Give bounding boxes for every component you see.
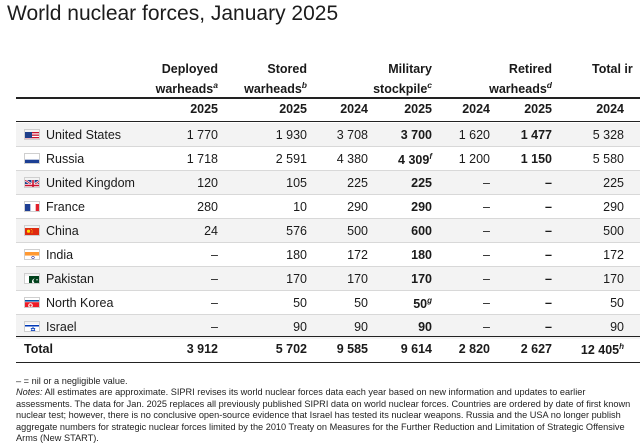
table-cell [298,200,368,214]
table-cell [148,248,218,262]
table-row [16,123,640,147]
cell-value: 290 [411,200,432,214]
cell-value: 170 [286,272,307,286]
cell-value: 172 [603,248,624,262]
table-cell [482,176,552,190]
table-cell [298,272,368,286]
country-name: France [46,200,85,214]
cell-value: 576 [286,224,307,238]
north-korea-flag-icon [24,297,40,308]
table-cell [482,272,552,286]
table-cell [482,224,552,238]
cell-value: 50 [610,296,624,310]
cell-value: 170 [603,272,624,286]
israel-flag-icon [24,321,40,332]
table-cell [420,248,490,262]
cell-value: 225 [347,176,368,190]
country-name: United States [46,128,122,142]
russia-flag-icon [24,153,40,164]
table-cell [554,128,624,142]
table-cell [420,320,490,334]
year-header: 2024 [340,102,368,116]
cell-value: 90 [293,320,307,334]
table-cell [554,152,624,166]
cell-value: 180 [411,248,432,262]
table-cell [482,200,552,214]
cell-value: 10 [293,200,307,214]
uk-flag-icon [24,177,40,188]
total-value: 9 585 [336,342,368,356]
cell-value: – [483,200,490,214]
table-cell [420,272,490,286]
country-name: North Korea [46,296,114,310]
france-flag-icon [24,201,40,212]
cell-value: 170 [411,272,432,286]
header-stored: Stored warheads$^b$ [244,62,307,97]
table-cell [298,320,368,334]
country-name: India [46,248,74,262]
country-name: China [46,224,79,238]
table-cell [554,272,624,286]
table-cell [482,152,552,166]
cell-value: 1 620 [458,128,490,142]
table-cell [554,176,624,190]
cell-value: – [211,320,218,334]
total-value: 12 405 [580,343,620,358]
cell-value: – [211,248,218,262]
cell-value: 105 [286,176,307,190]
year-header: 2024 [596,102,624,116]
table-cell [148,176,218,190]
total-cell [298,342,368,356]
total-cell [420,342,490,356]
cell-value: 1 718 [186,152,218,166]
notes-nil: – = nil or a negligible value. [16,376,128,386]
india-flag-icon [24,249,40,260]
cell-value: 5 328 [592,128,624,142]
cell-value: 170 [347,272,368,286]
cell-value: 500 [603,224,624,238]
country-name: Pakistan [46,272,94,286]
country-name: Russia [46,152,85,166]
cell-value: 50 [293,296,307,310]
table-cell [148,224,218,238]
country-name: United Kingdom [46,176,135,190]
year-header: 2025 [279,102,307,116]
table-cell [237,320,307,334]
footnote-marker: h [619,342,624,351]
table-cell [420,200,490,214]
header-total: Total ir [592,62,633,76]
cell-value: – [483,272,490,286]
total-value: 9 614 [400,342,432,356]
table-cell [420,224,490,238]
table-cell [554,200,624,214]
total-cell [237,342,307,356]
page-title: World nuclear forces, January 2025 [7,2,339,25]
table-cell [482,248,552,262]
table-cell [237,176,307,190]
country-name: Israel [46,320,77,334]
total-cell [148,342,218,356]
cell-value: 2 591 [275,152,307,166]
table-cell [237,296,307,310]
notes [16,376,636,444]
table-cell [237,224,307,238]
table-cell [298,176,368,190]
table-cell [420,296,490,310]
cell-value: 500 [347,224,368,238]
cell-value: 3 708 [336,128,368,142]
table-cell [148,320,218,334]
year-header: 2025 [190,102,218,116]
notes-body: Notes: All estimates are approximate. SIPRI revises its world nuclear forces data each year based on new information and updates to earlier assessments. The data for Jan. 2025 replaces all previously published SIPRI data on world nuclear forces. Countries are ordered by date of first known nuclear test; however, there is no conclusive open-source evidence that Israel has tested its nuclear weapons. Russia and the USA no longer publish aggregate numbers for strategic nuclear forces limited by the 2010 Treaty on Measures for the Further Reduction and Limitation of Strategic Offensive Arms (New START). [16,387,631,444]
table-cell [237,200,307,214]
cell-value: 50 [413,297,428,312]
table-cell [148,296,218,310]
table-cell [237,152,307,166]
table-cell [554,296,624,310]
total-value: 5 702 [275,342,307,356]
cell-value: – [483,320,490,334]
footnote-marker: g [427,296,432,305]
cell-value: 24 [204,224,218,238]
cell-value: 600 [411,224,432,238]
table-row [16,195,640,219]
table-cell [237,272,307,286]
total-top-rule [16,336,640,337]
table-row [16,219,640,243]
cell-value: 1 770 [186,128,218,142]
cell-value: – [545,224,552,238]
cell-value: – [545,296,552,310]
year-header: 2025 [404,102,432,116]
table-cell [298,224,368,238]
table-cell [148,152,218,166]
header-military: Military stockpile$^c$ [373,62,432,97]
table-cell [482,296,552,310]
header-deployed: Deployed warheads$^a$ [155,62,218,97]
cell-value: 5 580 [592,152,624,166]
cell-value: 3 700 [400,128,432,142]
table-cell [554,224,624,238]
cell-value: – [545,176,552,190]
table-row [16,147,640,171]
total-cell [554,342,624,357]
cell-value: – [211,296,218,310]
table-cell [420,152,490,166]
cell-value: – [545,248,552,262]
pakistan-flag-icon [24,273,40,284]
footnote-marker: f [429,152,432,161]
table-cell [237,128,307,142]
table-cell [420,176,490,190]
header-rule [16,97,640,99]
total-value: 3 912 [186,342,218,356]
table-cell [148,128,218,142]
cell-value: 1 477 [520,128,552,142]
cell-value: – [483,224,490,238]
cell-value: – [545,320,552,334]
total-value: 2 820 [458,342,490,356]
china-flag-icon [24,225,40,236]
total-label: Total [24,342,53,356]
table-cell [148,272,218,286]
cell-value: 290 [603,200,624,214]
total-value: 2 627 [520,342,552,356]
table-cell [298,152,368,166]
year-header: 2025 [524,102,552,116]
cell-value: 172 [347,248,368,262]
table-cell [237,248,307,262]
cell-value: 1 200 [458,152,490,166]
cell-value: 90 [418,320,432,334]
cell-value: – [211,272,218,286]
cell-value: 120 [197,176,218,190]
cell-value: 180 [286,248,307,262]
cell-value: – [483,248,490,262]
cell-value: 50 [354,296,368,310]
cell-value: 90 [354,320,368,334]
table-row [16,267,640,291]
cell-value: 225 [603,176,624,190]
header-retired: Retired warheads$^d$ [489,62,552,97]
cell-value: 290 [347,200,368,214]
table-cell [298,128,368,142]
cell-value: 4 309 [398,153,430,168]
cell-value: 90 [610,320,624,334]
cell-value: – [545,272,552,286]
cell-value: 1 930 [275,128,307,142]
table-cell [148,200,218,214]
table-cell [554,320,624,334]
total-bottom-rule [16,362,640,363]
table-cell [420,128,490,142]
cell-value: – [483,296,490,310]
table-row [16,171,640,195]
total-cell [482,342,552,356]
years-rule [16,121,640,122]
table-cell [482,320,552,334]
cell-value: 1 150 [520,152,552,166]
table-row [16,291,640,315]
us-flag-icon [24,129,40,140]
cell-value: 280 [197,200,218,214]
cell-value: – [483,176,490,190]
table-cell [482,128,552,142]
table-cell [298,296,368,310]
table-row [16,243,640,267]
cell-value: – [545,200,552,214]
cell-value: 225 [411,176,432,190]
table-cell [298,248,368,262]
year-header: 2024 [462,102,490,116]
table-cell [554,248,624,262]
cell-value: 4 380 [336,152,368,166]
